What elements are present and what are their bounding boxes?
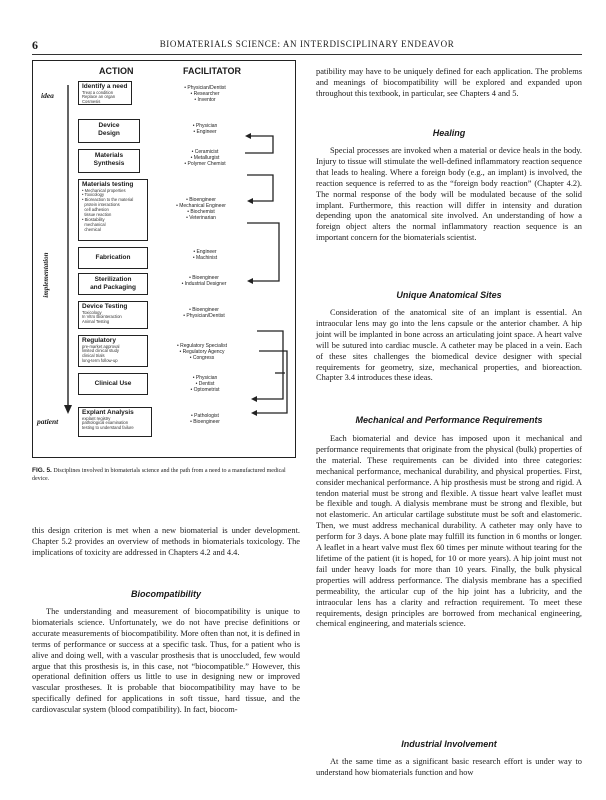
left-column-biocompat xyxy=(32,607,300,716)
step-detail: In Vitro Biointeraction xyxy=(82,314,122,320)
step-detail: Cosmesis xyxy=(82,99,101,105)
heading-industrial-involvement: Industrial Involvement xyxy=(401,739,497,749)
step-detail: testing to understand failure xyxy=(82,425,134,431)
facilitators-materials-testing xyxy=(157,197,245,221)
right-column-healing xyxy=(316,146,582,244)
facilitators-explant-analysis xyxy=(165,413,245,425)
paragraph: Consideration of the anatomical site of an implant is essential. An intraocular lens may go into the lens capsule or the anterior chamber. A hip joint will be implanted in bone across an articulating joint space. A heart valve will be sutured into cardiac muscle. A catheter may be placed in a vein. Each of these sites challenges the biomedical device designer with special requirements for geometry, size, mechanical properties, and bioreaction. Chapter 3.4 introduces these ideas. xyxy=(316,308,582,383)
step-materials-synthesis xyxy=(78,149,140,173)
step-heading: Materials Synthesis xyxy=(93,152,125,167)
facilitator: • Physician/Dentist xyxy=(184,85,226,91)
heading-biocompatibility: Biocompatibility xyxy=(130,589,201,599)
page-number: 6 xyxy=(32,38,38,52)
facilitators-device-testing xyxy=(163,307,245,319)
facilitator: • Industrial Designer xyxy=(181,281,227,287)
facilitators-identify-need xyxy=(165,85,245,103)
step-detail: • Bioreaction to the material xyxy=(82,197,134,203)
facilitator: • Machinist xyxy=(192,255,218,261)
step-detail: Animal Testing xyxy=(82,319,110,325)
step-heading: Device Testing xyxy=(82,303,128,310)
action-column-header: ACTION xyxy=(99,66,134,76)
running-header xyxy=(32,38,582,52)
facilitator: • Regulatory Specialist xyxy=(176,343,228,349)
facilitator: • Regulatory Agency xyxy=(179,349,225,355)
facilitator: • Researcher xyxy=(190,91,220,97)
facilitator-column-header: FACILITATOR xyxy=(183,66,241,76)
facilitator: • Dentist xyxy=(195,381,215,387)
caption-text: Disciplines involved in biomaterials science and the path from a need to a manufactured medical device. xyxy=(32,468,286,482)
right-column-mechanical xyxy=(316,434,582,630)
step-heading: Explant Analysis xyxy=(82,409,134,416)
facilitators-clinical-use xyxy=(165,375,245,393)
step-detail: protein interactions xyxy=(82,202,120,208)
facilitator: • Polymer Chemist xyxy=(184,161,226,167)
facilitator: • Veterinarian xyxy=(186,215,216,221)
facilitators-regulatory xyxy=(157,343,247,361)
step-regulatory xyxy=(78,335,148,367)
step-heading: Identify a need xyxy=(82,83,128,90)
right-column-continued xyxy=(316,67,582,100)
progress-arrow xyxy=(63,85,73,415)
step-device-design xyxy=(78,119,140,143)
facilitator: • Physician xyxy=(192,123,218,129)
step-detail: chemical xyxy=(82,226,101,232)
facilitator: • Physician/Dentist xyxy=(183,313,225,319)
step-heading: Materials testing xyxy=(82,181,134,188)
paragraph: patibility may have to be uniquely defined for each application. The problems and meanings of biocompatibility will be explored and expanded upon throughout this textbook, in particular, see Chapters 4 and 5. xyxy=(316,67,582,98)
step-clinical-use xyxy=(78,373,148,395)
facilitators-fabrication xyxy=(165,249,245,261)
step-explant-analysis xyxy=(78,407,152,437)
step-heading: Device Design xyxy=(98,122,120,137)
figure-caption xyxy=(32,467,300,483)
idea-label: idea xyxy=(41,91,54,100)
step-detail: tissue reaction xyxy=(82,212,112,218)
paragraph: Special processes are invoked when a material or device heals in the body. Injury to tissue will stimulate the well-defined inflammatory reaction sequence that leads to healing. Where a foreign body (e.g., an implant) is involved, the reaction sequence is referred to as the “foreign body reaction” (Chapter 4.2). The normal response of the body will be modulated because of the solid implant. Furthermore, this reaction will differ in intensity and duration depending upon the anatomical site involved. An understanding of how a foreign object alters the normal inflammatory reaction sequence is an important concern for the biomaterials scientist. xyxy=(316,146,582,243)
step-detail: Treat a condition xyxy=(82,89,114,95)
step-detail: mechanical xyxy=(82,221,106,227)
heading-anatomical-sites: Unique Anatomical Sites xyxy=(396,290,502,300)
step-detail: clinical trials xyxy=(82,353,105,359)
step-heading: Fabrication xyxy=(95,254,131,261)
step-detail: Replace an organ xyxy=(82,94,116,100)
facilitator: • Inventor xyxy=(194,97,216,103)
step-detail: explant registry xyxy=(82,415,111,421)
facilitator: • Engineer xyxy=(193,129,217,135)
paragraph: this design criterion is met when a new biomaterial is under development. Chapter 5.2 provides an overview of methods in biomaterials toxicology. The implications of toxicity are addressed in Chapters 4.2 and 4.4. xyxy=(32,526,300,557)
heading-mechanical-requirements: Mechanical and Performance Requirements xyxy=(355,415,543,425)
caption-label: FIG. 5. xyxy=(32,467,52,474)
step-detail: • Toxicology xyxy=(82,192,105,198)
step-fabrication xyxy=(78,247,148,269)
header-rule xyxy=(32,54,582,55)
facilitator: • Metallurgist xyxy=(190,155,220,161)
step-heading: Sterilization and Packaging xyxy=(90,276,136,291)
implementation-label: implementation xyxy=(42,252,50,298)
facilitator: • Physician xyxy=(192,375,218,381)
facilitator: • Bioengineer xyxy=(190,419,220,425)
right-column-industrial xyxy=(316,757,582,779)
step-detail: limited clinical study xyxy=(82,348,120,354)
paragraph: The understanding and measurement of biocompatibility is unique to biomaterials science. Unfortunately, we do not have precise definitions or accurate measurements of biocompatibility. More often than not, it is defined in terms of performance or success at a specific task. Thus, for a patient who is alive and doing well, with a vascular prosthesis that is unoccluded, few would argue that this prosthesis is, in this case, not “biocompatible.” However, this operational definition offers us little to use in designing new or improved vascular prostheses. It is probable that biocompatibility may have to be specifically defined for applications in soft tissue, hard tissue, and the cardiovascular system (blood compatibility). In fact, biocom- xyxy=(32,607,300,715)
facilitators-materials-synthesis xyxy=(165,149,245,167)
step-device-testing xyxy=(78,301,148,329)
facilitator: • Optometrist xyxy=(190,387,220,393)
facilitator: • Mechanical Engineer xyxy=(176,203,226,209)
figure-flowchart xyxy=(32,60,296,458)
heading-healing: Healing xyxy=(432,128,466,138)
facilitator: • Engineer xyxy=(193,249,217,255)
step-detail: cell adhesion xyxy=(82,207,109,213)
step-detail: • Biostability xyxy=(82,216,105,222)
facilitator: • Bioengineer xyxy=(189,275,219,281)
facilitators-sterilization xyxy=(163,275,245,287)
step-heading: Clinical Use xyxy=(94,380,132,387)
step-materials-testing xyxy=(78,179,148,241)
paragraph: Each biomaterial and device has imposed upon it mechanical and performance requirements that originate from the physical (bulk) properties of the material. These requirements can be divided into three categories: mechanical performance, mechanical durability, and physical properties. First, consider mechanical performance. A hip prosthesis must be strong and rigid. A tendon material must be strong and flexible. A tissue heart valve leaflet must be flexible and tough. A dialysis membrane must be strong and flexible, but not elastomeric. An articular cartilage substitute must be soft and elastomeric. Then, we must address mechanical durability. A catheter may only have to perform for 3 days. A bone plate may fulfill its function in 6 months or longer. A leaflet in a heart valve must flex 60 times per minute without tearing for the lifetime of the patient (it is hoped, for 10 or more years). A hip joint must not fail under heavy loads for more than 10 years. Finally, the bulk physical properties will address performance. The dialysis membrane has a specified permeability, the articular cup of the hip joint has a lubricity, and the intraocular lens has a clarity and refraction requirement. To meet these requirements, design principles are borrowed from mechanical engineering, chemical engineering, and materials science. xyxy=(316,434,582,629)
step-heading: Regulatory xyxy=(82,337,116,344)
step-detail: Toxicology xyxy=(82,309,102,315)
facilitator: • Congress xyxy=(189,355,215,361)
step-detail: pre-market approval xyxy=(82,343,120,349)
facilitators-device-design xyxy=(165,123,245,135)
facilitator: • Bioengineer xyxy=(189,307,219,313)
facilitator: • Ceramicist xyxy=(191,149,219,155)
patient-label: patient xyxy=(37,417,59,426)
right-column-anatomical xyxy=(316,308,582,384)
step-identify-need xyxy=(78,81,132,105)
facilitator: • Biochemist xyxy=(187,209,215,215)
running-title: BIOMATERIALS SCIENCE: AN INTERDISCIPLINARY ENDEAVOR xyxy=(159,39,455,49)
step-detail: pathological examination xyxy=(82,420,129,426)
step-detail: • Mechanical properties xyxy=(82,187,126,193)
paragraph: At the same time as a significant basic research effort is under way to understand how biomaterials function and how xyxy=(316,757,582,777)
step-detail: long-term follow-up xyxy=(82,358,118,364)
facilitator: • Pathologist xyxy=(191,413,219,419)
facilitator: • Bioengineer xyxy=(186,197,216,203)
step-sterilization-packaging xyxy=(78,273,148,295)
left-column-continued xyxy=(32,526,300,559)
